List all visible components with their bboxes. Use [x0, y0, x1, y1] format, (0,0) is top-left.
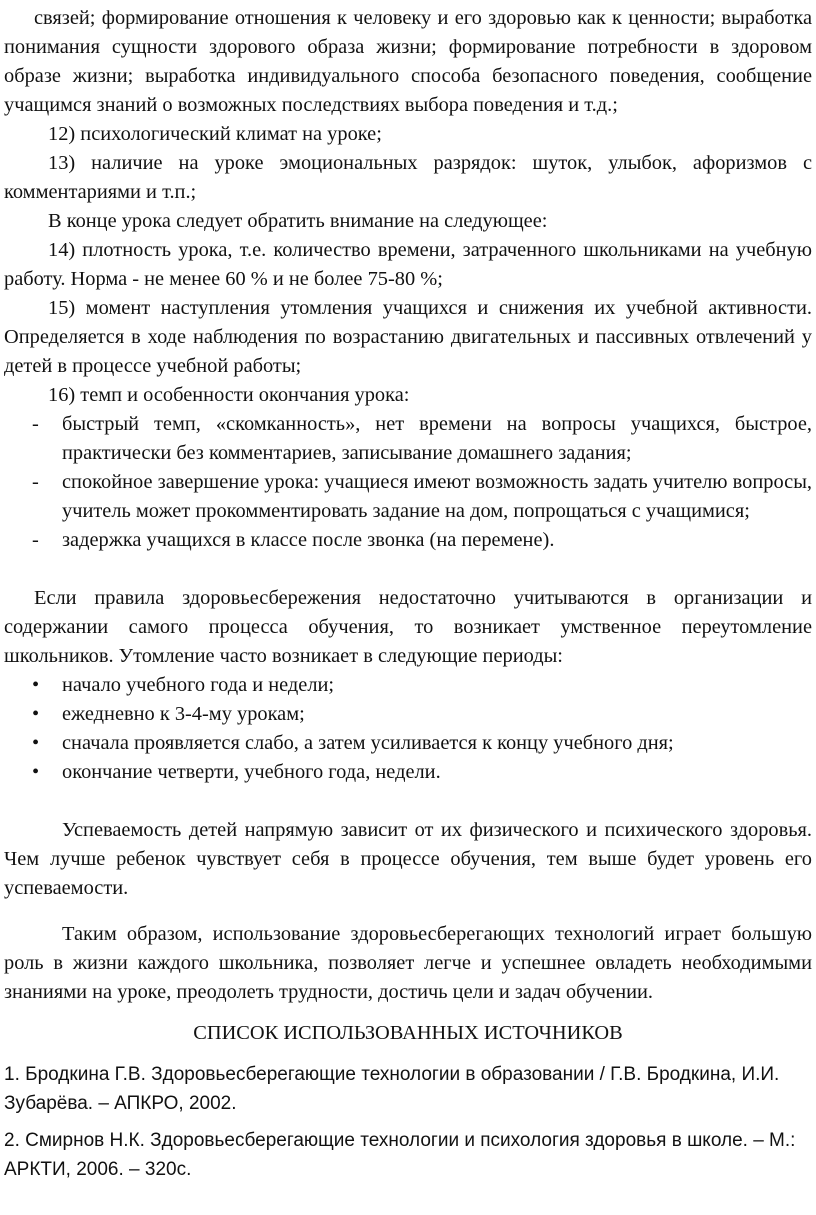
- list-item-text: ежедневно к 3-4-му урокам;: [62, 703, 305, 725]
- list-item-text: сначала проявляется слабо, а затем усиливается к концу учебного дня;: [62, 732, 674, 754]
- item-16: 16) темп и особенности окончания урока:: [48, 384, 410, 406]
- sources-heading: СПИСОК ИСПОЛЬЗОВАННЫХ ИСТОЧНИКОВ: [193, 1022, 623, 1044]
- list-item-text: начало учебного года и недели;: [62, 674, 335, 696]
- list-item: [4, 700, 812, 729]
- bullet-marker: •: [32, 703, 40, 725]
- list-item: [4, 526, 812, 555]
- dash-marker: -: [32, 471, 39, 493]
- fatigue-paragraph: Если правила здоровьесбережения недостаточно учитываются в организации и содержании самого процесса обучения, то возникает умственное переутомление школьников. Утомление часто возникает в следующие периоды:: [4, 587, 812, 667]
- spacer: [4, 555, 812, 584]
- list-item-text: быстрый темп, «скомканность», нет времени на вопросы учащихся, быстрое, практически без комментариев, записывание домашнего задания;: [62, 413, 812, 464]
- list-item: [4, 671, 812, 700]
- list-item: [4, 729, 812, 758]
- list-item: [4, 468, 812, 526]
- bullet-marker: •: [32, 732, 40, 754]
- fatigue-periods-list: [4, 671, 812, 787]
- item-14: 14) плотность урока, т.е. количество времени, затраченного школьниками на учебную работу. Норма - не менее 60 % и не более 75-80 %;: [4, 239, 812, 290]
- item-15: 15) момент наступления утомления учащихся и снижения их учебной активности. Определяется в ходе наблюдения по возрастанию двигательных и пассивных отвлечений у детей в процессе учебной работы;: [4, 297, 812, 377]
- list-item: [4, 758, 812, 787]
- dash-marker: -: [32, 529, 39, 551]
- bullet-marker: •: [32, 761, 40, 783]
- bullet-marker: •: [32, 674, 40, 696]
- spacer: [4, 787, 812, 816]
- dash-marker: -: [32, 413, 39, 435]
- continuation-paragraph: связей; формирование отношения к человеку и его здоровью как к ценности; выработка понимания сущности здорового образа жизни; формирование потребности в здоровом образе жизни; выработка индивидуального способа безопасного поведения, сообщение учащимся знаний о возможных последствиях выбора поведения и т.д.;: [4, 7, 812, 116]
- lesson-end-dash-list: [4, 410, 812, 555]
- list-item-text: задержка учащихся в классе после звонка (на перемене).: [62, 529, 555, 551]
- conclusion-paragraph: Таким образом, использование здоровьесберегающих технологий играет большую роль в жизни каждого школьника, позволяет легче и успешнее овладеть необходимыми знаниями на уроке, преодолеть трудности, достичь цели и задач обучении.: [4, 923, 812, 1003]
- item-12: 12) психологический климат на уроке;: [48, 123, 382, 145]
- item-13: 13) наличие на уроке эмоциональных разрядок: шуток, улыбок, афоризмов с комментариями и т.п.;: [4, 152, 812, 203]
- list-item-text: спокойное завершение урока: учащиеся имеют возможность задать учителю вопросы, учитель может прокомментировать задание на дом, попрощаться с учащимися;: [62, 471, 812, 522]
- spacer: [4, 903, 812, 920]
- performance-paragraph: Успеваемость детей напрямую зависит от их физического и психического здоровья. Чем лучше ребенок чувствует себя в процессе обучения, тем выше будет уровень его успеваемости.: [4, 819, 812, 899]
- source-item: 2. Смирнов Н.К. Здоровьесберегающие технологии и психология здоровья в школе. – М.: АРКТИ, 2006. – 320с.: [4, 1130, 796, 1180]
- list-item: [4, 410, 812, 468]
- source-item: 1. Бродкина Г.В. Здоровьесберегающие технологии в образовании / Г.В. Бродкина, И.И. Зубарёва. – АПКРО, 2002.: [4, 1064, 780, 1114]
- list-item-text: окончание четверти, учебного года, недели.: [62, 761, 441, 783]
- lesson-end-intro: В конце урока следует обратить внимание на следующее:: [48, 210, 548, 232]
